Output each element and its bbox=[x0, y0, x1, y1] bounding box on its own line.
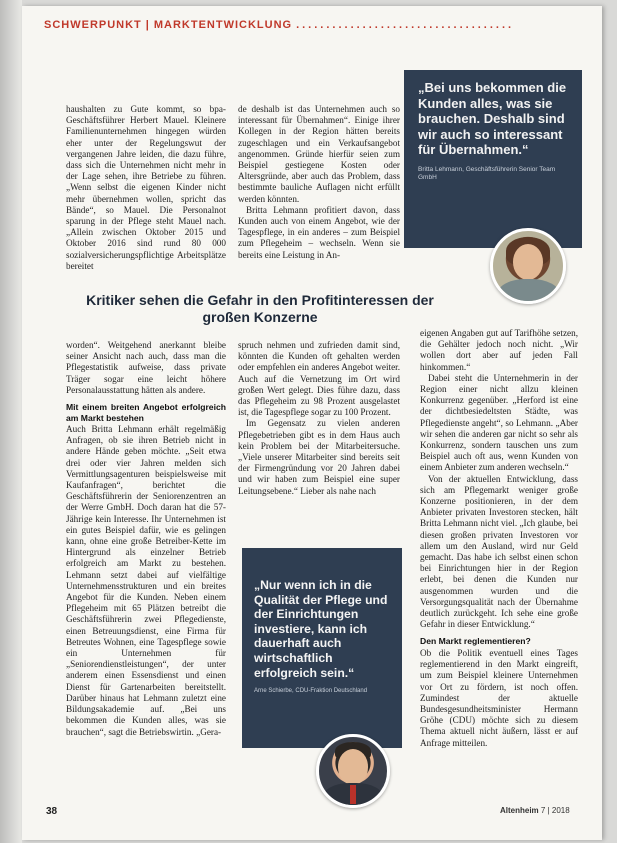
portrait-tie bbox=[350, 785, 355, 804]
page-binding-shadow bbox=[0, 0, 22, 843]
subheadline: Kritiker sehen die Gefahr in den Profitinteressen der großen Konzerne bbox=[86, 292, 434, 325]
page-number: 38 bbox=[46, 806, 58, 817]
paragraph: Britta Lehmann profitiert davon, dass Kunden auch von einem Angebot, wie der Tagespflege, in ein anderes – zum Beispiel zum Pflegeheim – wechseln. Wenn sie bereits eine Leistung in An- bbox=[238, 204, 400, 260]
paragraph: de deshalb ist das Unternehmen auch so interessant für Übernahmen“. Einige ihrer Kollegen in der Region hätten bereits zugeschlagen und ein Verkaufsangebot angenommen. Gründe hierfür seien zum Beispiel gestiegene Kosten oder Altersgründe, aber auch das Problem, dass bestimmte bauliche Auflagen nicht erfüllt werden könnten. bbox=[238, 104, 400, 204]
pull-quote-text: „Bei uns bekommen die Kunden alles, was sie brauchen. Deshalb sind wir auch so interessant für Übernahmen.“ bbox=[418, 80, 567, 157]
magazine-name: Altenheim bbox=[500, 806, 539, 815]
section-heading: Den Markt reglementieren? bbox=[420, 636, 531, 647]
section-header bbox=[44, 16, 564, 34]
topic-label: MARKTENTWICKLUNG bbox=[153, 19, 293, 31]
magazine-footer bbox=[500, 806, 570, 815]
paragraph: worden“. Weitgehend anerkannt bleibe seiner Ansicht nach auch, dass man die Pflegestatistik aufweise, dass private Träger sogar eine leicht höhere Personalausstattung hätten als andere. bbox=[66, 340, 226, 395]
pull-quote-source: Britta Lehmann, Geschäftsführerin Senior Team GmbH bbox=[418, 165, 556, 181]
column-2-top bbox=[238, 104, 400, 261]
header-separator: | bbox=[145, 19, 150, 31]
section-heading: Mit einem breiten Angebot erfolgreich am Markt bestehen bbox=[66, 402, 226, 423]
column-1-bottom bbox=[66, 340, 226, 738]
issue-number: 7 | 2018 bbox=[540, 806, 570, 815]
pull-quote-top bbox=[404, 70, 582, 248]
paragraph: Im Gegensatz zu vielen anderen Pflegebetrieben gibt es in dem Haus auch kein Problem bei der Mitarbeitersuche. „Viele unserer Mitarbeiter sind bereits seit der Firmengründung vor 20 Jahren dabei und wir haben zum Beispiel eine super Leitungsebene.“ Lieber als nahe nach bbox=[238, 418, 400, 496]
paragraph: eigenen Angaben gut auf Tarifhöhe setzen, die Gehälter jedoch noch nicht. „Wir wollen dort aber auf jeden Fall hinkommen.“ bbox=[420, 328, 578, 372]
pull-quote-source: Arne Schierbe, CDU-Fraktion Deutschland bbox=[254, 688, 368, 695]
portrait-face bbox=[338, 749, 368, 784]
portrait-body bbox=[497, 279, 560, 304]
avatar-britta-lehmann bbox=[490, 228, 566, 304]
avatar-politician bbox=[316, 734, 390, 808]
portrait-face bbox=[513, 244, 544, 280]
section-label: SCHWERPUNKT bbox=[44, 19, 142, 31]
column-3 bbox=[420, 328, 578, 749]
column-2-bottom bbox=[238, 340, 400, 497]
paragraph: haushalten zu Gute kommt, so bpa-Geschäftsführer Herbert Mauel. Kleinere Familienunternehmen hingegen würden eher unter der Regelungswut der vergangenen Jahre leiden, die dazu führe, dass sich die Unternehmen nicht mehr in der Lage sehen, ihre Betriebe zu führen. „Wenn selbst die eigenen Kinder nicht mehr übernehmen wollen, spricht das Bände“, so Mauel. Die Personalnot sparung in der Pflege steht Mauel nach. „Allein zwischen Oktober 2015 und Oktober 2016 sind rund 80 000 sozialversicherungspflichtige Arbeitsplätze bereitet bbox=[66, 104, 226, 271]
header-dot-rule: .................................... bbox=[296, 19, 515, 31]
pull-quote-middle bbox=[242, 548, 402, 748]
column-1-top bbox=[66, 104, 226, 272]
paragraph: Auch Britta Lehmann erhält regelmäßig Anfragen, ob sie ihren Betrieb nicht in andere Hände geben möchte. „Seit etwa drei oder vier Jahren melden sich Vermittlungsagenturen beispielsweise mit Kaufanfragen“, berichtet die Geschäftsführerin der Seniorenzentren an der Werre GmbH. Doch daran hat die 57-Jährige kein Interesse. Ihr Unternehmen ist ein gutes Beispiel dafür, wie es gelingen kann, ohne eine große Betreiber-Kette im Hintergrund als einzelner Betrieb erfolgreich am Markt zu bestehen. Lehmann setzt dabei auf vielfältige Unternehmensstrukturen und ein breites Angebot für die Kunden. Neben einem Pflegeheim mit 65 Plätzen betreibt die Geschäftsführerin zwei Pflegedienste, einen Betreuungsdienst, eine Firma für Betreutes Wohnen, eine Tagespflege sowie ein Unternehmen für „Seniorendienstleistungen“, der unter anderem einen Essensdienst und einen Dienst für Gartenarbeiten bereitstellt. Darüber hinaus hat Lehmann zuletzt eine Bildungsakademie auf. „Bei uns bekommen die Kunden alles, was sie brauchen“, sagt die Betriebswirtin. „Gera- bbox=[66, 424, 226, 737]
paragraph: Ob die Politik eventuell eines Tages reglementierend in den Markt eingreift, um zum Beispiel kleinere Unternehmen vor Ort zu fördern, ist noch offen. Zumindest der aktuelle Bundesgesundheitsminister Hermann Gröhe (CDU) möchte sich zu diesem Thema aktuell nicht äußern, lässt er auf Anfrage mitteilen. bbox=[420, 647, 578, 748]
paragraph: Von der aktuellen Entwicklung, dass sich am Pflegemarkt weniger große Konzerne positionieren, in der dem Anbieter privaten Investoren stecken, hält Britta Lehmann nicht viel. „Ich glaube, bei diesen großen privaten Investoren vor allem um den Ausland, wird nur Geld gemacht. Das habe ich selbst einen schon bei Einrichtungen hier in der Region erlebt, bei denen die Kunden nur ausgenommen wurden und die Versorgungsqualität nach der Übernahme deutlich zurückgeht. Ich sehe eine große Gefahr in dieser Entwicklung.“ bbox=[420, 473, 578, 630]
pull-quote-text: „Nur wenn ich in die Qualität der Pflege und der Einrichtungen investiere, kann ich dauerhaft auch wirtschaftlich erfolgreich sein.“ bbox=[254, 578, 388, 680]
paragraph: spruch nehmen und zufrieden damit sind, könnten die Kunden oft gehalten werden oder empfehlen ein anderes Angebot weiter. Auch auf die Vernetzung im Ort wird großen Wert gelegt. Dies führe dazu, dass das Pflegeheim zu 98 Prozent ausgelastet ist, die Tagespflege sogar zu 100 Prozent. bbox=[238, 340, 400, 418]
paragraph: Dabei steht die Unternehmerin in der Region einer nicht allzu kleinen Konkurrenz gegenüber. „Herford ist eine der dichtbesiedeltsten Städte, was Pflegedienste angeht“, so Lehmann. „Aber wir sehen die anderen gar nicht so sehr als Konkurrenz, sondern tauschen uns zum Beispiel auch oft aus, wenn Kunden von einem Anbieter zum anderen wechseln.“ bbox=[420, 372, 578, 473]
